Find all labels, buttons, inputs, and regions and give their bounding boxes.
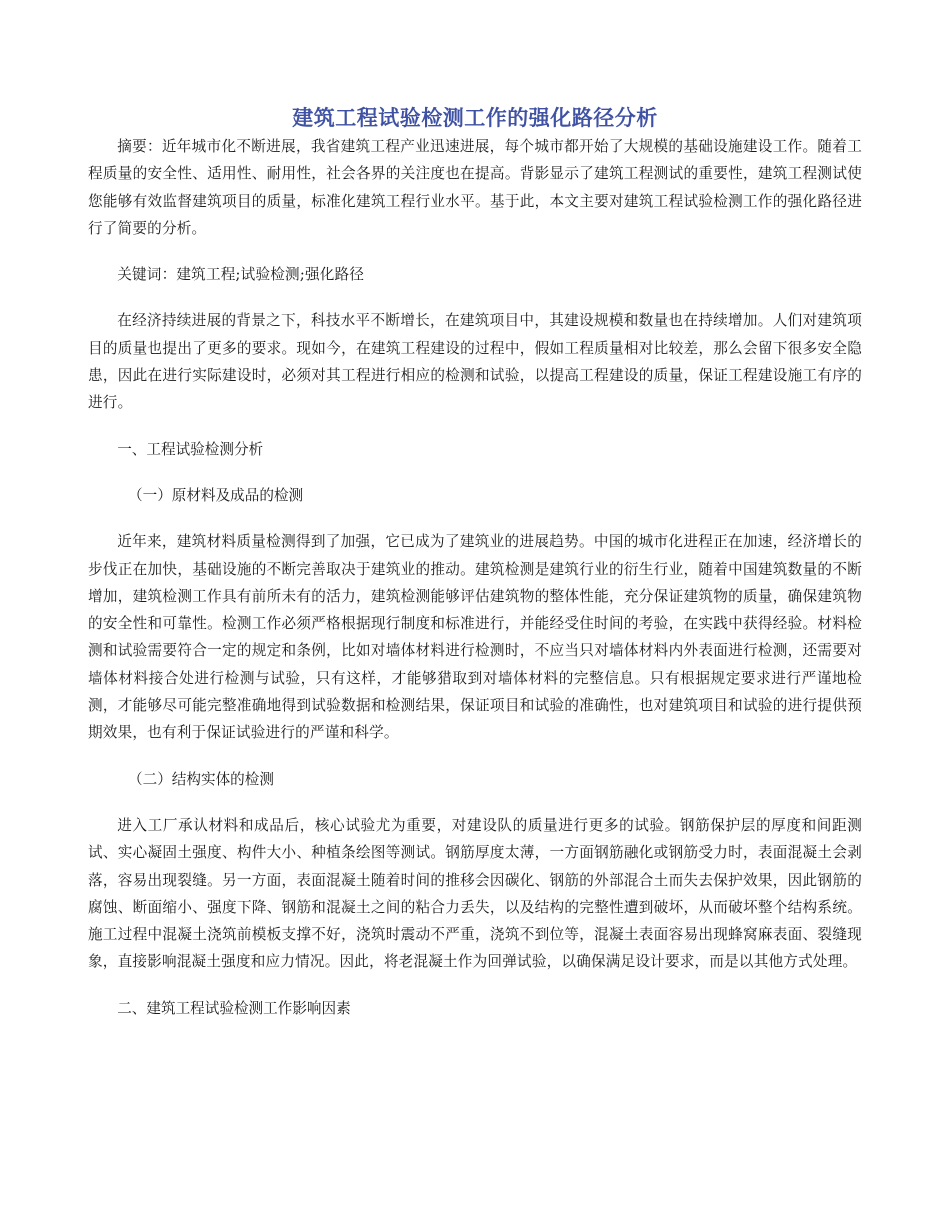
intro-paragraph: 在经济持续进展的背景之下，科技水平不断增长，在建筑项目中，其建设规模和数量也在持续增加。人们对建筑项目的质量也提出了更多的要求。现如今，在建筑工程建设的过程中，假如工程质量相对比较差，那么会留下很多安全隐患，因此在进行实际建设时，必须对其工程进行相应的检测和试验，以提高工程建设的质量，保证工程建设施工有序的进行。 — [88, 312, 862, 412]
section-1-heading: 一、工程试验检测分析 — [117, 440, 264, 458]
section-2-heading: 二、建筑工程试验检测工作影响因素 — [117, 999, 351, 1017]
document-page — [88, 103, 862, 1022]
section-1-1-heading: （一）原材料及成品的检测 — [128, 486, 304, 504]
document-title: 建筑工程试验检测工作的强化路径分析 — [292, 106, 658, 130]
section-1-2-body: 进入工厂承认材料和成品后，核心试验尤为重要，对建设队的质量进行更多的试验。钢筋保护层的厚度和间距测试、实心凝固土强度、构件大小、种植条绘图等测试。钢筋厚度太薄，一方面钢筋融化或钢筋受力时，表面混凝土会剥落，容易出现裂缝。另一方面，表面混凝土随着时间的推移会因碳化、钢筋的外部混合土而失去保护效果，因此钢筋的腐蚀、断面缩小、强度下降、钢筋和混凝土之间的粘合力丢失，以及结构的完整性遭到破坏，从而破坏整个结构系统。施工过程中混凝土浇筑前模板支撑不好，浇筑时震动不严重，浇筑不到位等，混凝土表面容易出现蜂窝麻表面、裂缝现象，直接影响混凝土强度和应力情况。因此，将老混凝土作为回弹试验，以确保满足设计要求，而是以其他方式处理。 — [88, 816, 862, 971]
section-1-2-heading: （二）结构实体的检测 — [128, 770, 274, 788]
section-1-1-body: 近年来，建筑材料质量检测得到了加强，它已成为了建筑业的进展趋势。中国的城市化进程正在加速，经济增长的步伐正在加快，基础设施的不断完善取决于建筑业的推动。建筑检测是建筑行业的衍生行业，随着中国建筑数量的不断增加，建筑检测工作具有前所未有的活力，建筑检测能够评估建筑物的整体性能，充分保证建筑物的质量，确保建筑物的安全性和可靠性。检测工作必须严格根据现行制度和标准进行，并能经受住时间的考验，在实践中获得经验。材料检测和试验需要符合一定的规定和条例，比如对墙体材料进行检测时，不应当只对墙体材料内外表面进行检测，还需要对墙体材料接合处进行检测与试验，只有这样，才能够猎取到对墙体材料的完整信息。只有根据规定要求进行严谨地检测，才能够尽可能完整准确地得到试验数据和检测结果，保证项目和试验的准确性，也对建筑项目和试验的进行提供预期效果，也有利于保证试验进行的严谨和科学。 — [88, 533, 862, 742]
abstract-paragraph: 摘要：近年城市化不断进展，我省建筑工程产业迅速进展，每个城市都开始了大规模的基础设施建设工作。随着工程质量的安全性、适用性、耐用性，社会各界的关注度也在提高。背影显示了建筑工程测试的重要性，建筑工程测试使您能够有效监督建筑项目的质量，标准化建筑工程行业水平。基于此，本文主要对建筑工程试验检测工作的强化路径进行了简要的分析。 — [88, 138, 862, 237]
keywords-line: 关键词：建筑工程;试验检测;强化路径 — [117, 266, 365, 284]
